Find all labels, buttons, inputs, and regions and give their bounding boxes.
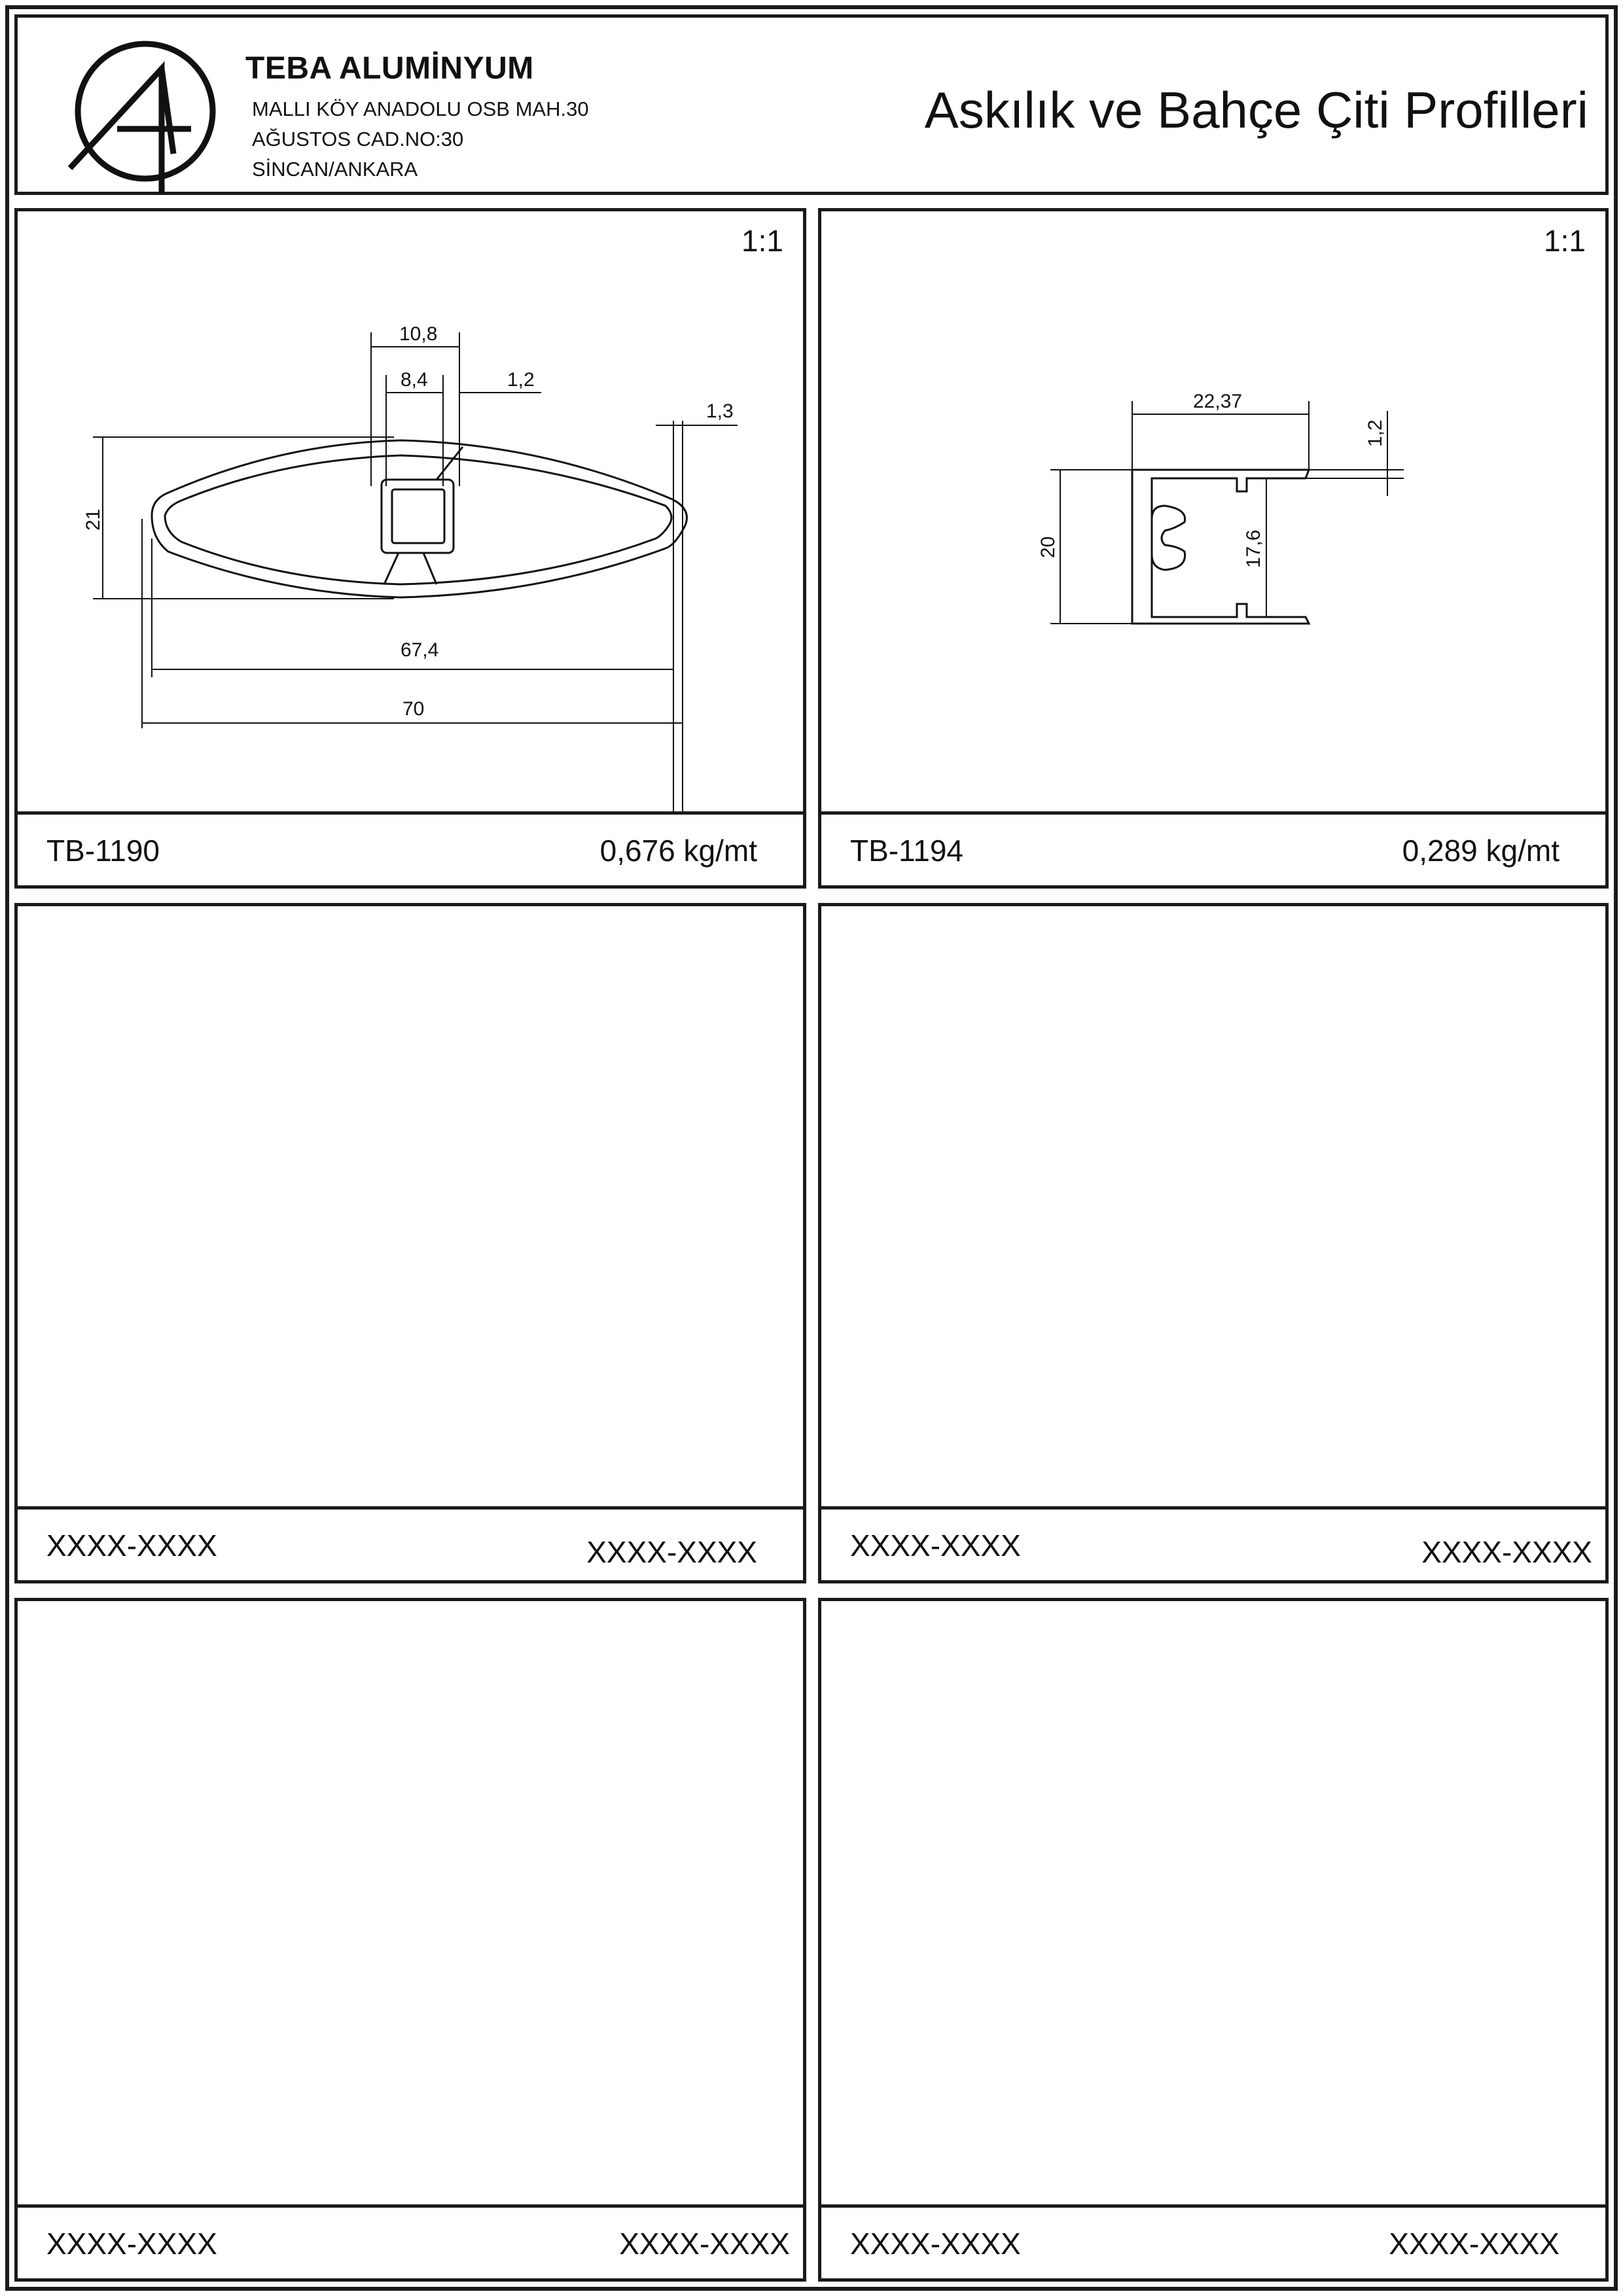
profile-code: TB-1194 bbox=[850, 834, 964, 868]
panel-footer bbox=[821, 1506, 1605, 1580]
dim-10-8: 10,8 bbox=[399, 323, 438, 345]
scale-label: 1:1 bbox=[741, 224, 783, 258]
teba-logo-icon bbox=[57, 29, 234, 193]
document-title: Askılık ve Bahçe Çiti Profilleri bbox=[924, 81, 1588, 139]
profile-panel-empty bbox=[14, 1598, 806, 2282]
scale-label: 1:1 bbox=[1544, 224, 1586, 258]
address-line-2: AĞUSTOS CAD.NO:30 bbox=[252, 128, 464, 150]
dim-20: 20 bbox=[1037, 536, 1059, 558]
panel-footer bbox=[821, 2204, 1605, 2278]
profile-drawing-tb-1194 bbox=[821, 211, 1607, 813]
profile-panel-tb-1190 bbox=[14, 208, 806, 889]
dim-22-37: 22,37 bbox=[1193, 391, 1243, 412]
profile-panel-empty bbox=[818, 903, 1609, 1583]
dim-67-4: 67,4 bbox=[401, 639, 439, 661]
dim-1-3: 1,3 bbox=[706, 400, 734, 422]
panel-footer bbox=[821, 811, 1605, 885]
profile-code: XXXX-XXXX bbox=[850, 2227, 1021, 2261]
dim-21: 21 bbox=[82, 508, 104, 531]
profile-panel-empty bbox=[818, 1598, 1609, 2282]
profile-weight: XXXX-XXXX bbox=[586, 1535, 757, 1569]
profile-weight: XXXX-XXXX bbox=[1389, 2227, 1560, 2261]
dim-1-2: 1,2 bbox=[1364, 419, 1386, 447]
profile-code: XXXX-XXXX bbox=[46, 2227, 217, 2261]
panel-footer bbox=[18, 811, 803, 885]
panel-footer bbox=[18, 1506, 803, 1580]
profile-code: XXXX-XXXX bbox=[850, 1528, 1021, 1563]
profile-code: XXXX-XXXX bbox=[46, 1528, 217, 1563]
dim-70: 70 bbox=[402, 698, 425, 720]
dim-8-4: 8,4 bbox=[401, 369, 428, 391]
panel-footer bbox=[18, 2204, 803, 2278]
title-block bbox=[14, 14, 1609, 195]
profile-weight: 0,676 kg/mt bbox=[599, 834, 757, 868]
dim-17-6: 17,6 bbox=[1243, 529, 1264, 568]
dim-1-2: 1,2 bbox=[507, 369, 535, 391]
profile-code: TB-1190 bbox=[46, 834, 160, 868]
profile-drawing-tb-1190 bbox=[18, 211, 803, 813]
company-name: TEBA ALUMİNYUM bbox=[245, 51, 534, 86]
profile-weight: XXXX-XXXX bbox=[619, 2227, 790, 2261]
profile-weight: XXXX-XXXX bbox=[1421, 1535, 1592, 1569]
profile-weight: 0,289 kg/mt bbox=[1402, 834, 1560, 868]
address-line-3: SİNCAN/ANKARA bbox=[252, 158, 418, 181]
profile-panel-tb-1194 bbox=[818, 208, 1609, 889]
profile-panel-empty bbox=[14, 903, 806, 1583]
address-line-1: MALLI KÖY ANADOLU OSB MAH.30 bbox=[252, 97, 589, 120]
